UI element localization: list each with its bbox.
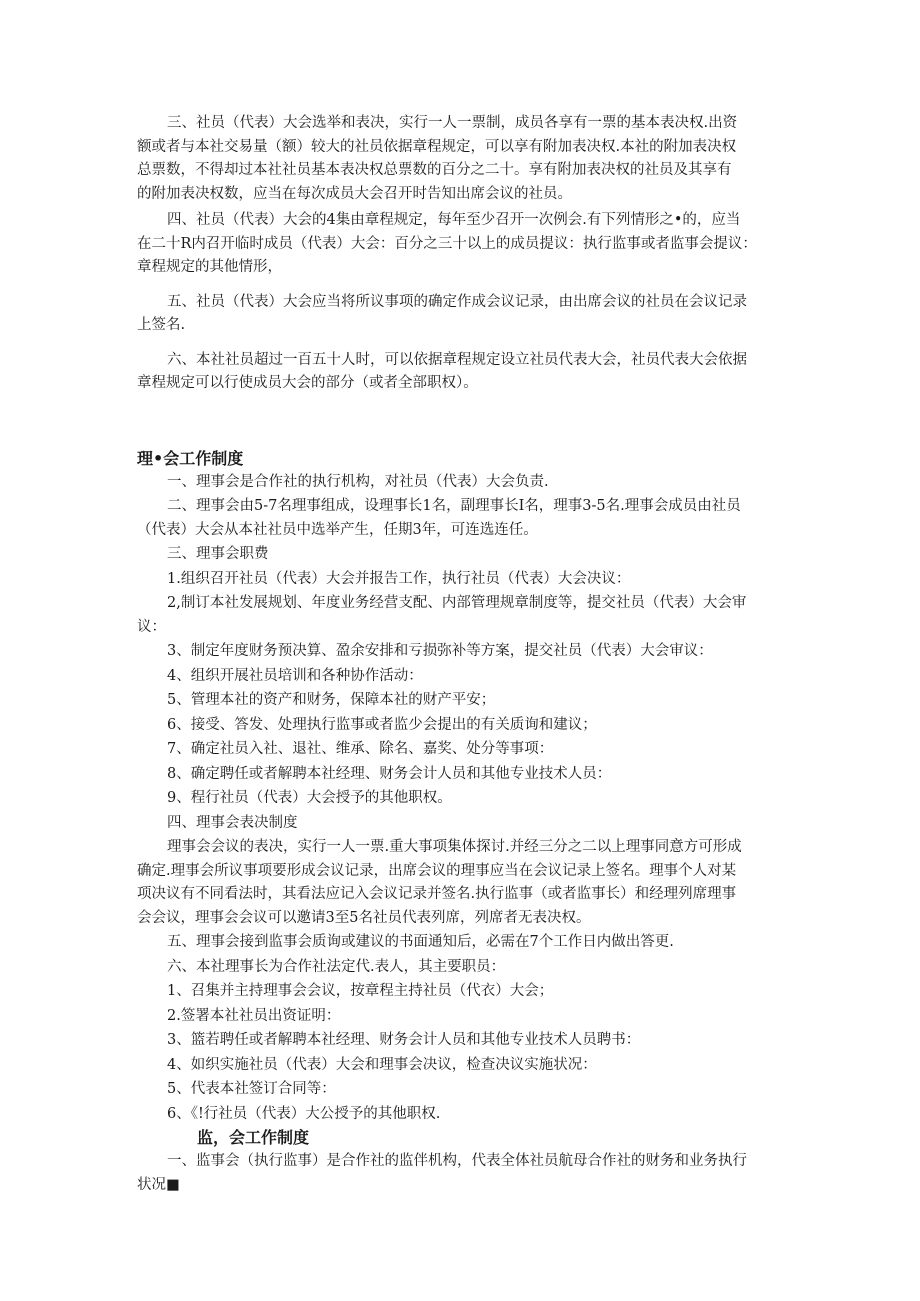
- section-title: 监，会工作制度: [197, 1128, 310, 1147]
- text-line: 五、理事会接到监事会质询或建议的书面通知后，必需在7个工作日内做出答更.: [167, 934, 674, 950]
- text-line: 章程规定的其他情形，: [137, 259, 282, 275]
- text-line: 2.签署本社社员出资证明：: [167, 1007, 341, 1024]
- text-line: 上签名.: [137, 317, 186, 333]
- text-line: 6、接受、答发、处理执行监事或者监少会提出的有关质询和建议；: [167, 716, 597, 733]
- text-line: 六、本社理事长为合作社法定代.表人，其主要职员：: [167, 958, 506, 975]
- text-line: 1.组织召开社员（代表）大会并报告工作，执行社员（代表）大会决议：: [167, 570, 631, 587]
- text-line: 在二十R内召开临时成员（代表）大会：百分之三十以上的成员提议：执行监事或者监事会提议：: [137, 235, 757, 252]
- board-lines: [137, 471, 792, 1127]
- text-line: 理事会会议的表决，实行一人一票.重大事项集体探讨.并经三分之二以上理事同意方可形成: [167, 839, 742, 855]
- section-shareholders-meeting: [137, 112, 792, 396]
- text-line: 确定.理事会所议事项要形成会议记录，出席会议的理事应当在会议记录上签名。理事个人对某: [137, 862, 737, 879]
- text-line: 状况■: [137, 1176, 180, 1193]
- text-line: 6、《!行社员（代表）大公授予的其他职权.: [167, 1105, 441, 1122]
- text-line: 二、理事会由5-7名理事组成，设理事长1名，副理事长I名，理事3-5名.理事会成员由社员: [167, 498, 741, 514]
- paragraph-voting: [137, 112, 792, 206]
- text-line: 9、程行社员（代表）大会授予的其他职权。: [167, 790, 452, 806]
- text-line: 项决议有不同看法时，其看法应记入会议记录并签名.执行监事（或者监事长）和经理列席理事: [137, 886, 737, 902]
- text-line: 章程规定可以行使成员大会的部分（或者全部职权）。: [137, 375, 478, 391]
- text-line: 三、社员（代表）大会选举和表决，实行一人一票制，成员各享有一票的基本表决权.出资: [167, 115, 738, 131]
- paragraph-representatives: [137, 349, 792, 396]
- text-line: 1、召集并主持理事会会议，按章程主持社员（代衣）大会；: [167, 983, 554, 999]
- text-line: （代表）大会从本社社员中选举产生，任期3年，可连选连任。: [137, 521, 538, 538]
- text-line: 五、社员（代表）大会应当将所议事项的确定作成会议记录，由出席会议的社员在会议记录: [167, 293, 747, 310]
- text-line: 2,制订本社发展规划、年度业务经营支配、内部管理规章制度等，提交社员（代表）大会审: [167, 595, 747, 611]
- paragraph-meetings: [137, 209, 792, 280]
- text-line: 四、社员（代表）大会的4集由章程规定，每年至少召开一次例会.有下列情形之•的，应当: [167, 212, 741, 228]
- section-board: [137, 447, 792, 1127]
- section-supervisory: [137, 1126, 792, 1197]
- text-line: 议：: [137, 618, 166, 635]
- text-line: 8、确定聘任或者解聘本社经理、财务会计人员和其他专业技术人员：: [167, 765, 612, 782]
- text-line: 总票数，不得却过本社社员基本表决权总票数的百分之二十。享有附加表决权的社员及其享有: [137, 162, 732, 178]
- text-line: 4、如织实施社员（代表）大会和理事会决议，检查决议实施状况：: [167, 1056, 597, 1073]
- text-line: 5、管理本社的资产和财务，保障本社的财产平安；: [167, 692, 496, 708]
- text-line: 一、理事会是合作社的执行机构，对社员（代表）大会负责.: [167, 473, 549, 490]
- text-line: 四、理事会表决制度: [167, 814, 298, 831]
- text-line: 三、理事会职费: [167, 546, 269, 562]
- document-content: [137, 112, 792, 1197]
- text-line: 的附加表决权数，应当在每次成员大会召开时告知出席会议的社员。: [137, 185, 572, 202]
- text-line: 六、本社社员超过一百五十人时，可以依据章程规定设立社员代表大会，社员代表大会依据: [167, 351, 747, 368]
- text-line: 7、确定社员入社、退社、维承、除名、嘉奖、处分等事项：: [167, 741, 554, 757]
- supervisory-lines: [137, 1150, 792, 1197]
- text-line: 5、代表本社签订合同等：: [167, 1081, 336, 1097]
- text-line: 会会议，理事会会议可以邀请3至5名社员代表列席，列席者无表决权。: [137, 909, 591, 926]
- section-title: 理•会工作制度: [137, 448, 244, 468]
- text-line: 4、组织开展社员培训和各种协作活动：: [167, 667, 423, 684]
- text-line: 额或者与本社交易量（额）较大的社员依据章程规定，可以享有附加表决权.本社的附加表决权: [137, 138, 737, 155]
- text-line: 一、监事会（执行监事）是合作社的监伴机构，代表全体社员航母合作社的财务和业务执行: [167, 1153, 747, 1169]
- text-line: 3、制定年度财务预决算、盈余安排和亏损弥补等方案，提交社员（代表）大会审议：: [167, 643, 713, 659]
- paragraph-minutes: [137, 291, 792, 338]
- text-line: 3、篮若聘任或者解聘本社经理、财务会计人员和其他专业技术人员聘书：: [167, 1032, 641, 1048]
